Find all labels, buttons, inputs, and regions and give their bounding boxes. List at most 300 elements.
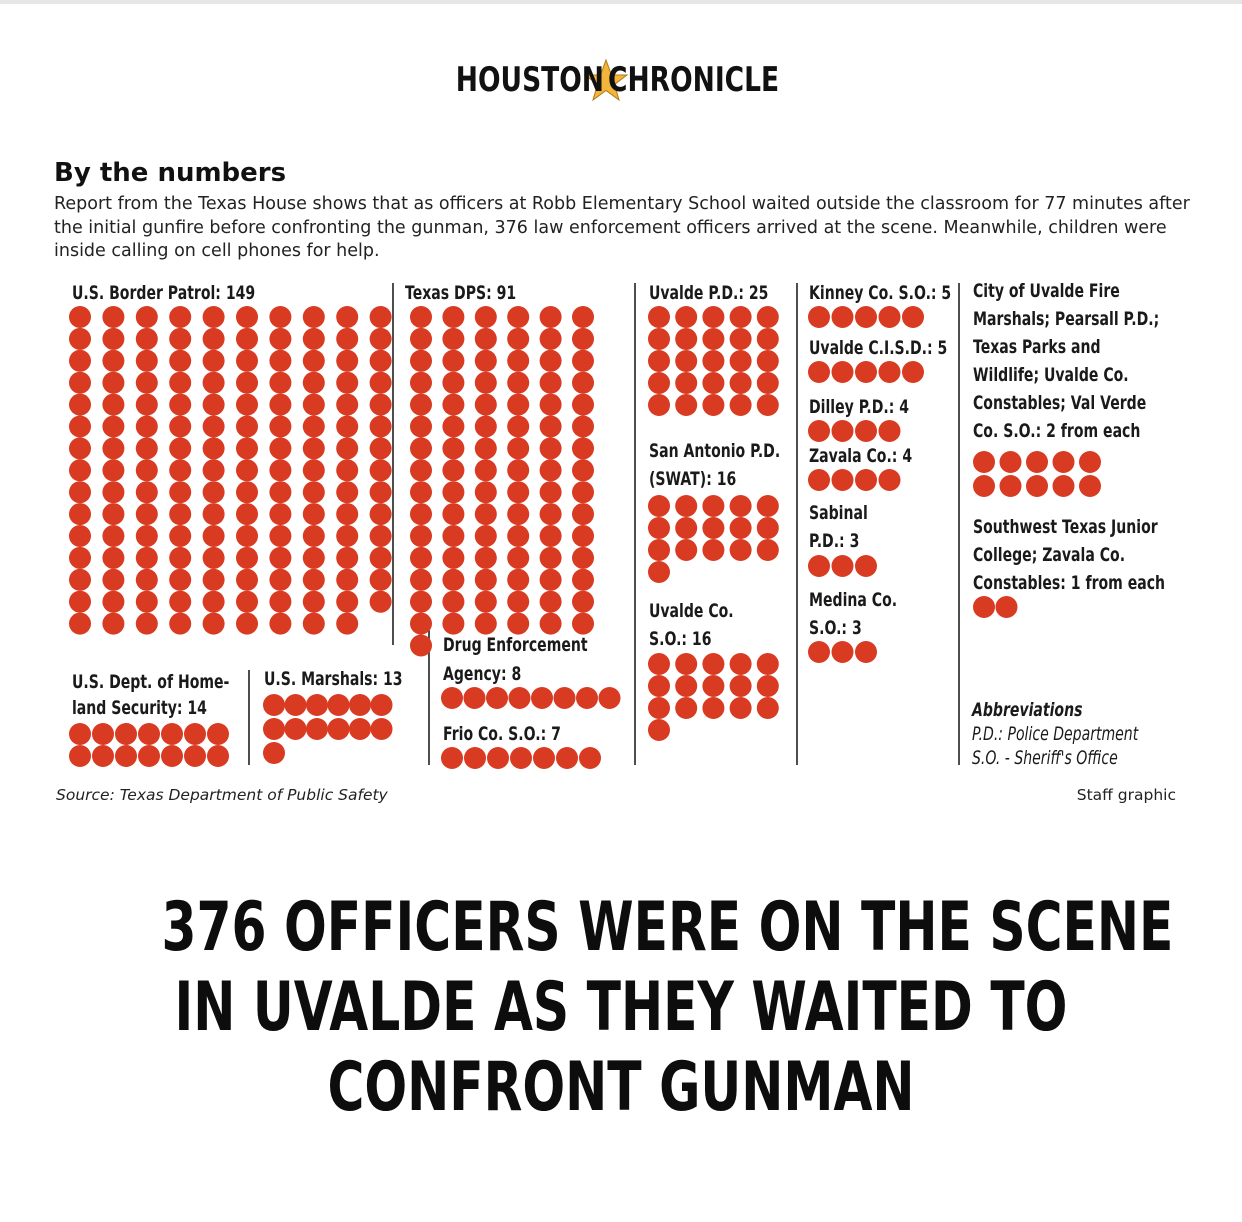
dot-border-patrol xyxy=(136,459,158,481)
dot-kinney-so xyxy=(832,306,854,328)
dot-us-marshals xyxy=(328,718,350,740)
staff-credit: Staff graphic xyxy=(1076,786,1176,804)
dot-texas-dps xyxy=(507,525,529,547)
dot-texas-dps xyxy=(507,503,529,525)
dot-border-patrol xyxy=(203,525,225,547)
dot-frio-so xyxy=(510,747,532,769)
dot-texas-dps xyxy=(540,459,562,481)
dot-border-patrol xyxy=(370,591,392,613)
dot-border-patrol xyxy=(236,459,258,481)
dot-border-patrol xyxy=(303,394,325,416)
dot-texas-dps xyxy=(475,416,497,438)
dot-frio-so xyxy=(487,747,509,769)
dot-uvalde-pd xyxy=(757,328,779,350)
dot-texas-dps xyxy=(442,503,464,525)
dot-us-marshals xyxy=(263,694,285,716)
dot-uvalde-pd xyxy=(648,350,670,372)
dot-texas-dps xyxy=(475,591,497,613)
dot-border-patrol xyxy=(69,481,91,503)
dot-dea xyxy=(599,687,621,709)
dot-texas-dps xyxy=(410,350,432,372)
dot-homeland-security xyxy=(115,745,137,767)
dot-texas-dps xyxy=(507,591,529,613)
dot-uvalde-pd xyxy=(730,372,752,394)
label-uvalde-cisd: Uvalde C.I.S.D.: 5 xyxy=(809,335,948,359)
dot-dea xyxy=(486,687,508,709)
dot-border-patrol xyxy=(236,525,258,547)
dot-border-patrol xyxy=(336,437,358,459)
dot-texas-dps xyxy=(475,481,497,503)
dot-texas-dps xyxy=(410,306,432,328)
dot-border-patrol xyxy=(69,328,91,350)
dot-border-patrol xyxy=(336,416,358,438)
dot-san-antonio-pd xyxy=(648,561,670,583)
dot-border-patrol xyxy=(169,306,191,328)
dot-texas-dps xyxy=(572,372,594,394)
dot-uvalde-co-so xyxy=(648,719,670,741)
dot-border-patrol xyxy=(102,394,124,416)
dot-border-patrol xyxy=(203,569,225,591)
dot-border-patrol xyxy=(136,547,158,569)
dot-border-patrol xyxy=(236,306,258,328)
dot-uvalde-pd xyxy=(675,328,697,350)
dot-texas-dps xyxy=(475,372,497,394)
dot-us-marshals xyxy=(328,694,350,716)
dot-border-patrol xyxy=(136,416,158,438)
dot-border-patrol xyxy=(136,328,158,350)
dot-two-from-each xyxy=(1079,475,1101,497)
label-one-from-each: Southwest Texas Junior College; Zavala Co. Constables: 1 from each xyxy=(973,514,1166,594)
dot-texas-dps xyxy=(410,328,432,350)
dot-border-patrol xyxy=(169,525,191,547)
dot-uvalde-co-so xyxy=(757,697,779,719)
dot-uvalde-pd xyxy=(730,350,752,372)
dot-kinney-so xyxy=(855,306,877,328)
dot-uvalde-pd xyxy=(757,306,779,328)
headline-line-2: IN UVALDE AS THEY WAITED TO xyxy=(174,968,1068,1047)
dot-two-from-each xyxy=(1079,451,1101,473)
intro-text: Report from the Texas House shows that as officers at Robb Elementary School waited outside the classroom for 77 minutes after the initial gunfire before confronting the gunman, 376 law enforcement officers arrived at the scene. Meanwhile, children were inside calling on cell phones for help. xyxy=(54,194,1190,261)
dot-border-patrol xyxy=(269,394,291,416)
dot-homeland-security xyxy=(161,745,183,767)
dot-border-patrol xyxy=(203,613,225,635)
label-sabinal-pd: Sabinal P.D.: 3 xyxy=(809,500,868,552)
dot-border-patrol xyxy=(203,481,225,503)
dot-border-patrol xyxy=(336,328,358,350)
dot-border-patrol xyxy=(370,547,392,569)
label-uvalde-co-so: Uvalde Co. S.O.: 16 xyxy=(649,598,734,650)
dot-border-patrol xyxy=(203,306,225,328)
dot-border-patrol xyxy=(169,613,191,635)
dot-border-patrol xyxy=(336,525,358,547)
label-medina-so: Medina Co. S.O.: 3 xyxy=(809,587,898,639)
abbreviations-title: Abbreviations xyxy=(972,697,1083,721)
dot-border-patrol xyxy=(169,350,191,372)
dot-two-from-each xyxy=(1000,451,1022,473)
dot-texas-dps xyxy=(475,437,497,459)
dot-texas-dps xyxy=(507,306,529,328)
dot-texas-dps xyxy=(507,459,529,481)
dot-us-marshals xyxy=(285,694,307,716)
dot-border-patrol xyxy=(69,350,91,372)
dot-border-patrol xyxy=(336,481,358,503)
dot-uvalde-pd xyxy=(702,306,724,328)
dot-texas-dps xyxy=(475,547,497,569)
dot-border-patrol xyxy=(236,372,258,394)
dot-border-patrol xyxy=(370,350,392,372)
dot-border-patrol xyxy=(136,569,158,591)
dot-frio-so xyxy=(533,747,555,769)
dot-texas-dps xyxy=(442,569,464,591)
dot-border-patrol xyxy=(203,372,225,394)
dot-border-patrol xyxy=(102,525,124,547)
dot-texas-dps xyxy=(572,328,594,350)
dot-border-patrol xyxy=(269,306,291,328)
dot-san-antonio-pd xyxy=(757,495,779,517)
dot-two-from-each xyxy=(973,451,995,473)
logo-word-chronicle: CHRONICLE xyxy=(608,60,780,100)
dot-border-patrol xyxy=(136,481,158,503)
dot-sabinal-pd xyxy=(855,555,877,577)
dot-texas-dps xyxy=(475,306,497,328)
dot-border-patrol xyxy=(102,481,124,503)
dot-homeland-security xyxy=(207,745,229,767)
dot-border-patrol xyxy=(303,525,325,547)
dot-dea xyxy=(554,687,576,709)
dot-texas-dps xyxy=(540,525,562,547)
dot-border-patrol xyxy=(69,459,91,481)
dot-border-patrol xyxy=(236,394,258,416)
dot-texas-dps xyxy=(475,328,497,350)
dot-texas-dps xyxy=(410,635,432,657)
dot-texas-dps xyxy=(540,591,562,613)
dot-border-patrol xyxy=(303,591,325,613)
dot-texas-dps xyxy=(572,525,594,547)
dot-border-patrol xyxy=(169,481,191,503)
dot-uvalde-cisd xyxy=(832,361,854,383)
dot-san-antonio-pd xyxy=(702,495,724,517)
dot-border-patrol xyxy=(303,372,325,394)
dot-border-patrol xyxy=(102,569,124,591)
dot-uvalde-co-so xyxy=(757,675,779,697)
dot-border-patrol xyxy=(69,547,91,569)
dot-frio-so xyxy=(441,747,463,769)
dot-texas-dps xyxy=(540,481,562,503)
dot-uvalde-pd xyxy=(757,372,779,394)
dot-us-marshals xyxy=(263,718,285,740)
dot-san-antonio-pd xyxy=(730,539,752,561)
dot-texas-dps xyxy=(442,437,464,459)
dot-texas-dps xyxy=(442,547,464,569)
dot-texas-dps xyxy=(442,525,464,547)
dot-dilley-pd xyxy=(832,420,854,442)
dot-texas-dps xyxy=(507,416,529,438)
dot-border-patrol xyxy=(336,350,358,372)
label-dea: Drug Enforcement Agency: 8 xyxy=(443,632,588,685)
dot-uvalde-cisd xyxy=(902,361,924,383)
dot-border-patrol xyxy=(269,503,291,525)
dot-border-patrol xyxy=(336,591,358,613)
dot-dilley-pd xyxy=(879,420,901,442)
dot-uvalde-pd xyxy=(702,372,724,394)
dot-uvalde-pd xyxy=(702,394,724,416)
dot-zavala-co xyxy=(855,469,877,491)
dot-uvalde-pd xyxy=(675,394,697,416)
dot-dilley-pd xyxy=(855,420,877,442)
dot-texas-dps xyxy=(507,328,529,350)
dot-border-patrol xyxy=(69,525,91,547)
dot-texas-dps xyxy=(540,503,562,525)
dot-border-patrol xyxy=(203,394,225,416)
dot-uvalde-co-so xyxy=(730,653,752,675)
dot-border-patrol xyxy=(69,591,91,613)
dot-border-patrol xyxy=(269,437,291,459)
label-homeland-security: U.S. Dept. of Home-land Security: 14 xyxy=(72,669,230,719)
dot-texas-dps xyxy=(572,591,594,613)
dot-zavala-co xyxy=(879,469,901,491)
dot-uvalde-cisd xyxy=(808,361,830,383)
label-border-patrol: U.S. Border Patrol: 149 xyxy=(72,280,256,304)
label-kinney-so: Kinney Co. S.O.: 5 xyxy=(809,280,952,304)
dot-zavala-co xyxy=(808,469,830,491)
dot-border-patrol xyxy=(102,350,124,372)
dot-border-patrol xyxy=(102,416,124,438)
dot-texas-dps xyxy=(540,394,562,416)
dot-texas-dps xyxy=(572,547,594,569)
dot-border-patrol xyxy=(370,503,392,525)
dot-texas-dps xyxy=(507,569,529,591)
dot-texas-dps xyxy=(540,328,562,350)
label-texas-dps: Texas DPS: 91 xyxy=(405,280,517,304)
dot-border-patrol xyxy=(102,437,124,459)
dot-medina-so xyxy=(832,641,854,663)
dot-texas-dps xyxy=(442,481,464,503)
dot-uvalde-pd xyxy=(702,350,724,372)
dot-uvalde-pd xyxy=(702,328,724,350)
dot-border-patrol xyxy=(370,437,392,459)
dot-homeland-security xyxy=(69,723,91,745)
dot-two-from-each xyxy=(1026,451,1048,473)
dot-san-antonio-pd xyxy=(675,495,697,517)
dot-border-patrol xyxy=(303,481,325,503)
dot-texas-dps xyxy=(442,591,464,613)
dot-texas-dps xyxy=(442,613,464,635)
dot-border-patrol xyxy=(136,591,158,613)
dot-texas-dps xyxy=(572,481,594,503)
dot-border-patrol xyxy=(203,503,225,525)
dot-border-patrol xyxy=(136,350,158,372)
dot-texas-dps xyxy=(475,350,497,372)
dot-texas-dps xyxy=(572,459,594,481)
dot-uvalde-co-so xyxy=(648,675,670,697)
dot-border-patrol xyxy=(269,481,291,503)
dot-two-from-each xyxy=(1053,475,1075,497)
dot-san-antonio-pd xyxy=(730,517,752,539)
dot-border-patrol xyxy=(303,503,325,525)
dot-border-patrol xyxy=(236,350,258,372)
source-note: Source: Texas Department of Public Safety xyxy=(56,786,388,804)
dot-border-patrol xyxy=(370,416,392,438)
dot-texas-dps xyxy=(507,372,529,394)
dot-border-patrol xyxy=(69,394,91,416)
dot-texas-dps xyxy=(475,503,497,525)
dot-texas-dps xyxy=(572,437,594,459)
dot-texas-dps xyxy=(410,437,432,459)
dot-us-marshals xyxy=(349,694,371,716)
dot-border-patrol xyxy=(303,350,325,372)
dot-medina-so xyxy=(808,641,830,663)
dot-texas-dps xyxy=(572,394,594,416)
dot-texas-dps xyxy=(572,569,594,591)
dot-texas-dps xyxy=(410,372,432,394)
dot-texas-dps xyxy=(507,613,529,635)
dot-uvalde-pd xyxy=(757,350,779,372)
dot-uvalde-pd xyxy=(730,328,752,350)
dot-border-patrol xyxy=(236,481,258,503)
dot-border-patrol xyxy=(370,328,392,350)
dot-border-patrol xyxy=(269,416,291,438)
section-heading: By the numbers xyxy=(54,158,287,188)
dot-one-from-each xyxy=(973,596,995,618)
dot-one-from-each xyxy=(996,596,1018,618)
dot-us-marshals xyxy=(371,718,393,740)
dot-uvalde-pd xyxy=(757,394,779,416)
dot-uvalde-pd xyxy=(648,372,670,394)
dot-border-patrol xyxy=(136,525,158,547)
dot-uvalde-pd xyxy=(648,328,670,350)
dot-texas-dps xyxy=(410,459,432,481)
dot-border-patrol xyxy=(169,437,191,459)
headline xyxy=(0,888,1242,1128)
dot-san-antonio-pd xyxy=(730,495,752,517)
dot-border-patrol xyxy=(203,437,225,459)
dot-uvalde-co-so xyxy=(757,653,779,675)
headline-line-1: 376 OFFICERS WERE ON THE SCENE xyxy=(161,888,1174,967)
dot-border-patrol xyxy=(169,503,191,525)
dot-border-patrol xyxy=(102,306,124,328)
dot-dilley-pd xyxy=(808,420,830,442)
dot-texas-dps xyxy=(410,481,432,503)
dot-border-patrol xyxy=(102,372,124,394)
dot-border-patrol xyxy=(102,613,124,635)
dot-homeland-security xyxy=(184,723,206,745)
dot-us-marshals xyxy=(306,718,328,740)
dot-homeland-security xyxy=(184,745,206,767)
label-frio-so: Frio Co. S.O.: 7 xyxy=(443,721,561,745)
dot-border-patrol xyxy=(303,569,325,591)
dot-kinney-so xyxy=(902,306,924,328)
dot-border-patrol xyxy=(336,459,358,481)
dot-texas-dps xyxy=(410,547,432,569)
dot-san-antonio-pd xyxy=(675,517,697,539)
dot-homeland-security xyxy=(92,745,114,767)
dot-border-patrol xyxy=(336,503,358,525)
dot-dea xyxy=(464,687,486,709)
dot-san-antonio-pd xyxy=(675,539,697,561)
dot-border-patrol xyxy=(136,503,158,525)
dot-border-patrol xyxy=(370,481,392,503)
dot-texas-dps xyxy=(475,525,497,547)
dot-uvalde-co-so xyxy=(648,653,670,675)
dot-uvalde-co-so xyxy=(675,675,697,697)
dot-border-patrol xyxy=(169,459,191,481)
dot-uvalde-co-so xyxy=(702,653,724,675)
dot-border-patrol xyxy=(169,547,191,569)
dot-border-patrol xyxy=(236,503,258,525)
dot-san-antonio-pd xyxy=(702,517,724,539)
dot-texas-dps xyxy=(442,350,464,372)
dot-border-patrol xyxy=(236,328,258,350)
label-uvalde-pd: Uvalde P.D.: 25 xyxy=(649,280,769,304)
dot-border-patrol xyxy=(102,591,124,613)
dot-border-patrol xyxy=(236,591,258,613)
dot-border-patrol xyxy=(69,503,91,525)
dot-dea xyxy=(576,687,598,709)
dot-texas-dps xyxy=(572,503,594,525)
dot-dea xyxy=(509,687,531,709)
dot-uvalde-cisd xyxy=(879,361,901,383)
dot-border-patrol xyxy=(69,613,91,635)
label-two-from-each: City of Uvalde Fire Marshals; Pearsall P.D.; Texas Parks and Wildlife; Uvalde Co. Constables; Val Verde Co. S.O.: 2 from each xyxy=(973,278,1160,442)
dot-border-patrol xyxy=(236,437,258,459)
dot-border-patrol xyxy=(370,306,392,328)
dot-texas-dps xyxy=(442,306,464,328)
dot-medina-so xyxy=(855,641,877,663)
dot-border-patrol xyxy=(102,503,124,525)
dot-border-patrol xyxy=(203,547,225,569)
label-us-marshals: U.S. Marshals: 13 xyxy=(264,666,403,690)
dot-texas-dps xyxy=(410,591,432,613)
dot-border-patrol xyxy=(136,613,158,635)
dot-border-patrol xyxy=(336,394,358,416)
dot-border-patrol xyxy=(136,394,158,416)
dot-uvalde-pd xyxy=(675,306,697,328)
dot-texas-dps xyxy=(410,569,432,591)
dot-texas-dps xyxy=(572,350,594,372)
dot-kinney-so xyxy=(879,306,901,328)
dot-homeland-security xyxy=(69,745,91,767)
dot-border-patrol xyxy=(102,328,124,350)
dot-texas-dps xyxy=(572,613,594,635)
dot-san-antonio-pd xyxy=(648,495,670,517)
dot-border-patrol xyxy=(69,569,91,591)
dot-border-patrol xyxy=(303,328,325,350)
dot-texas-dps xyxy=(442,459,464,481)
dot-border-patrol xyxy=(303,306,325,328)
dot-border-patrol xyxy=(203,416,225,438)
dot-border-patrol xyxy=(370,459,392,481)
dot-texas-dps xyxy=(507,394,529,416)
dot-border-patrol xyxy=(370,525,392,547)
dot-two-from-each xyxy=(1026,475,1048,497)
dot-homeland-security xyxy=(207,723,229,745)
dot-border-patrol xyxy=(69,416,91,438)
dot-border-patrol xyxy=(303,459,325,481)
dot-border-patrol xyxy=(236,547,258,569)
dot-uvalde-co-so xyxy=(730,697,752,719)
dot-border-patrol xyxy=(69,306,91,328)
dot-border-patrol xyxy=(236,569,258,591)
dot-texas-dps xyxy=(410,503,432,525)
dot-sabinal-pd xyxy=(832,555,854,577)
dot-border-patrol xyxy=(169,394,191,416)
dot-border-patrol xyxy=(203,350,225,372)
dot-border-patrol xyxy=(236,416,258,438)
dot-border-patrol xyxy=(269,547,291,569)
dot-border-patrol xyxy=(336,569,358,591)
dot-texas-dps xyxy=(410,394,432,416)
dot-border-patrol xyxy=(303,437,325,459)
